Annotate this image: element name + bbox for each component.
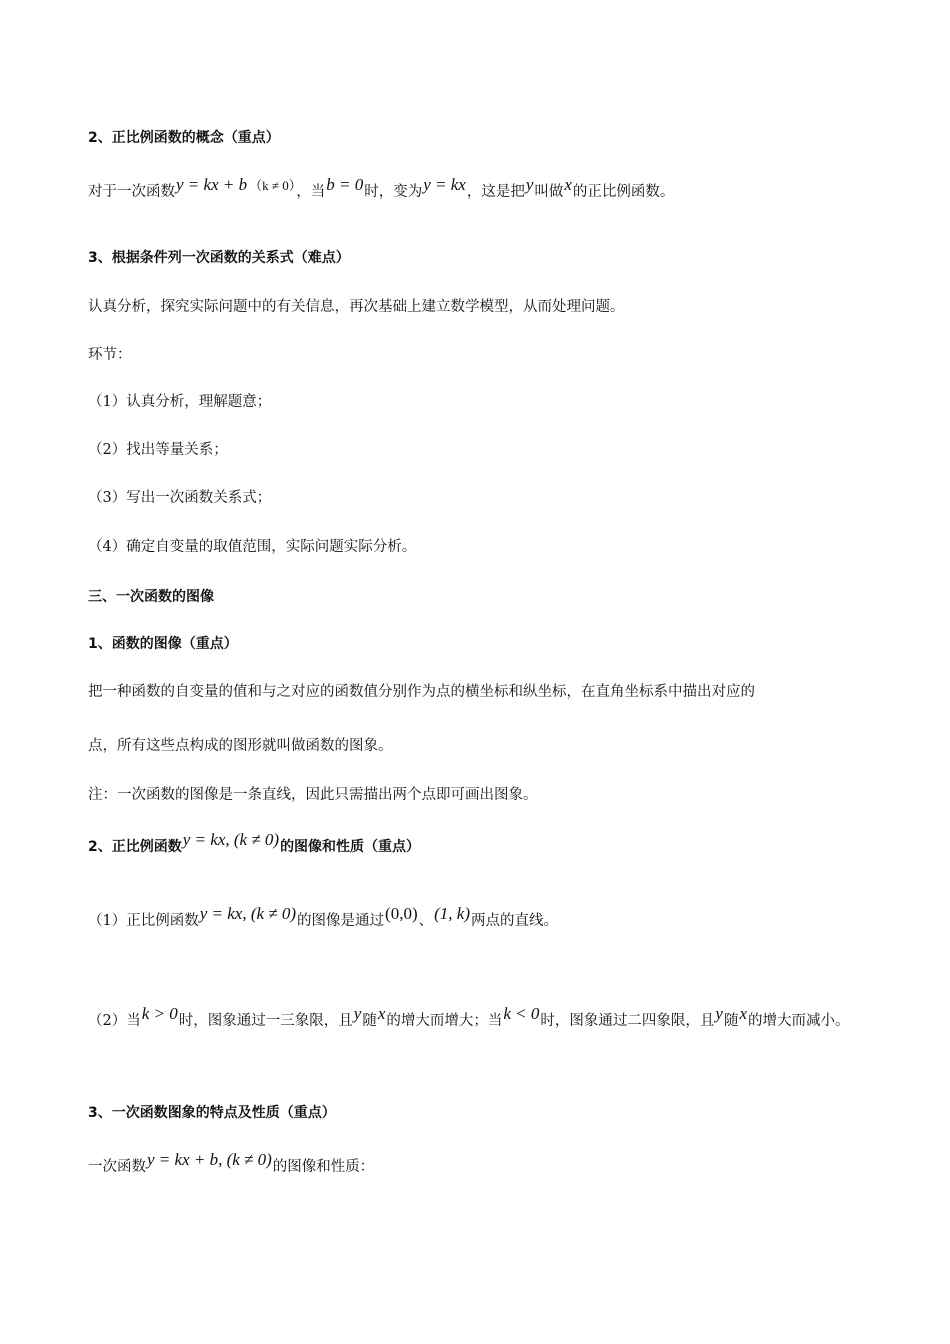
formula: x bbox=[739, 1004, 747, 1023]
list-item: （3）写出一次函数关系式； bbox=[88, 490, 272, 506]
definition-paragraph: 对于一次函数y = kx + b （k ≠ 0），当b = 0时，变为y = kx，这是把y叫做x的正比例函数。 bbox=[88, 175, 675, 200]
formula: y = kx bbox=[423, 175, 466, 194]
formula: （k ≠ 0） bbox=[249, 178, 296, 193]
paragraph: 把一种函数的自变量的值和与之对应的函数值分别作为点的横坐标和纵坐标，在直角坐标系中描出对应的 bbox=[88, 684, 755, 700]
section-heading: 2、正比例函数y = kx, (k ≠ 0)的图像和性质（重点） bbox=[88, 830, 421, 855]
list-item: （2）找出等量关系； bbox=[88, 442, 228, 458]
note: 注：一次函数的图像是一条直线，因此只需描出两个点即可画出图象。 bbox=[88, 787, 538, 803]
paragraph: 一次函数y = kx + b, (k ≠ 0)的图像和性质： bbox=[88, 1150, 375, 1175]
formula: y = kx + b, (k ≠ 0) bbox=[147, 1150, 272, 1169]
formula: y = kx, (k ≠ 0) bbox=[199, 904, 297, 923]
formula: k > 0 bbox=[141, 1004, 178, 1023]
section-heading: 3、根据条件列一次函数的关系式（难点） bbox=[88, 250, 350, 266]
paragraph: 认真分析，探究实际问题中的有关信息，再次基础上建立数学模型，从而处理问题。 bbox=[88, 299, 625, 315]
paragraph: （2）当k > 0时，图象通过一三象限，且y随x的增大而增大；当k < 0时，图象通过二四象限，且y随x的增大而减小。 bbox=[88, 1004, 850, 1029]
formula: y = kx, (k ≠ 0) bbox=[182, 830, 280, 849]
paragraph: 环节： bbox=[88, 347, 132, 363]
formula: b = 0 bbox=[326, 175, 364, 194]
formula: y bbox=[353, 1004, 362, 1023]
formula: (0,0) bbox=[385, 904, 418, 923]
section-heading: 1、函数的图像（重点） bbox=[88, 636, 238, 652]
formula: y = kx + b bbox=[176, 175, 248, 194]
paragraph: （1）正比例函数y = kx, (k ≠ 0)的图像是通过(0,0)、(1, k)两点的直线。 bbox=[88, 904, 558, 929]
section-heading: 2、正比例函数的概念（重点） bbox=[88, 130, 280, 146]
formula: x bbox=[377, 1004, 386, 1023]
list-item: （4）确定自变量的取值范围，实际问题实际分析。 bbox=[88, 539, 417, 555]
paragraph: 点，所有这些点构成的图形就叫做函数的图象。 bbox=[88, 738, 393, 754]
formula: x bbox=[564, 175, 572, 194]
part-heading: 三、一次函数的图像 bbox=[88, 589, 214, 605]
formula: k < 0 bbox=[503, 1004, 540, 1023]
formula: y bbox=[525, 175, 534, 194]
list-item: （1）认真分析，理解题意； bbox=[88, 394, 272, 410]
formula: y bbox=[715, 1004, 723, 1023]
section-heading: 3、一次函数图象的特点及性质（重点） bbox=[88, 1105, 336, 1121]
formula: (1, k) bbox=[434, 904, 470, 923]
